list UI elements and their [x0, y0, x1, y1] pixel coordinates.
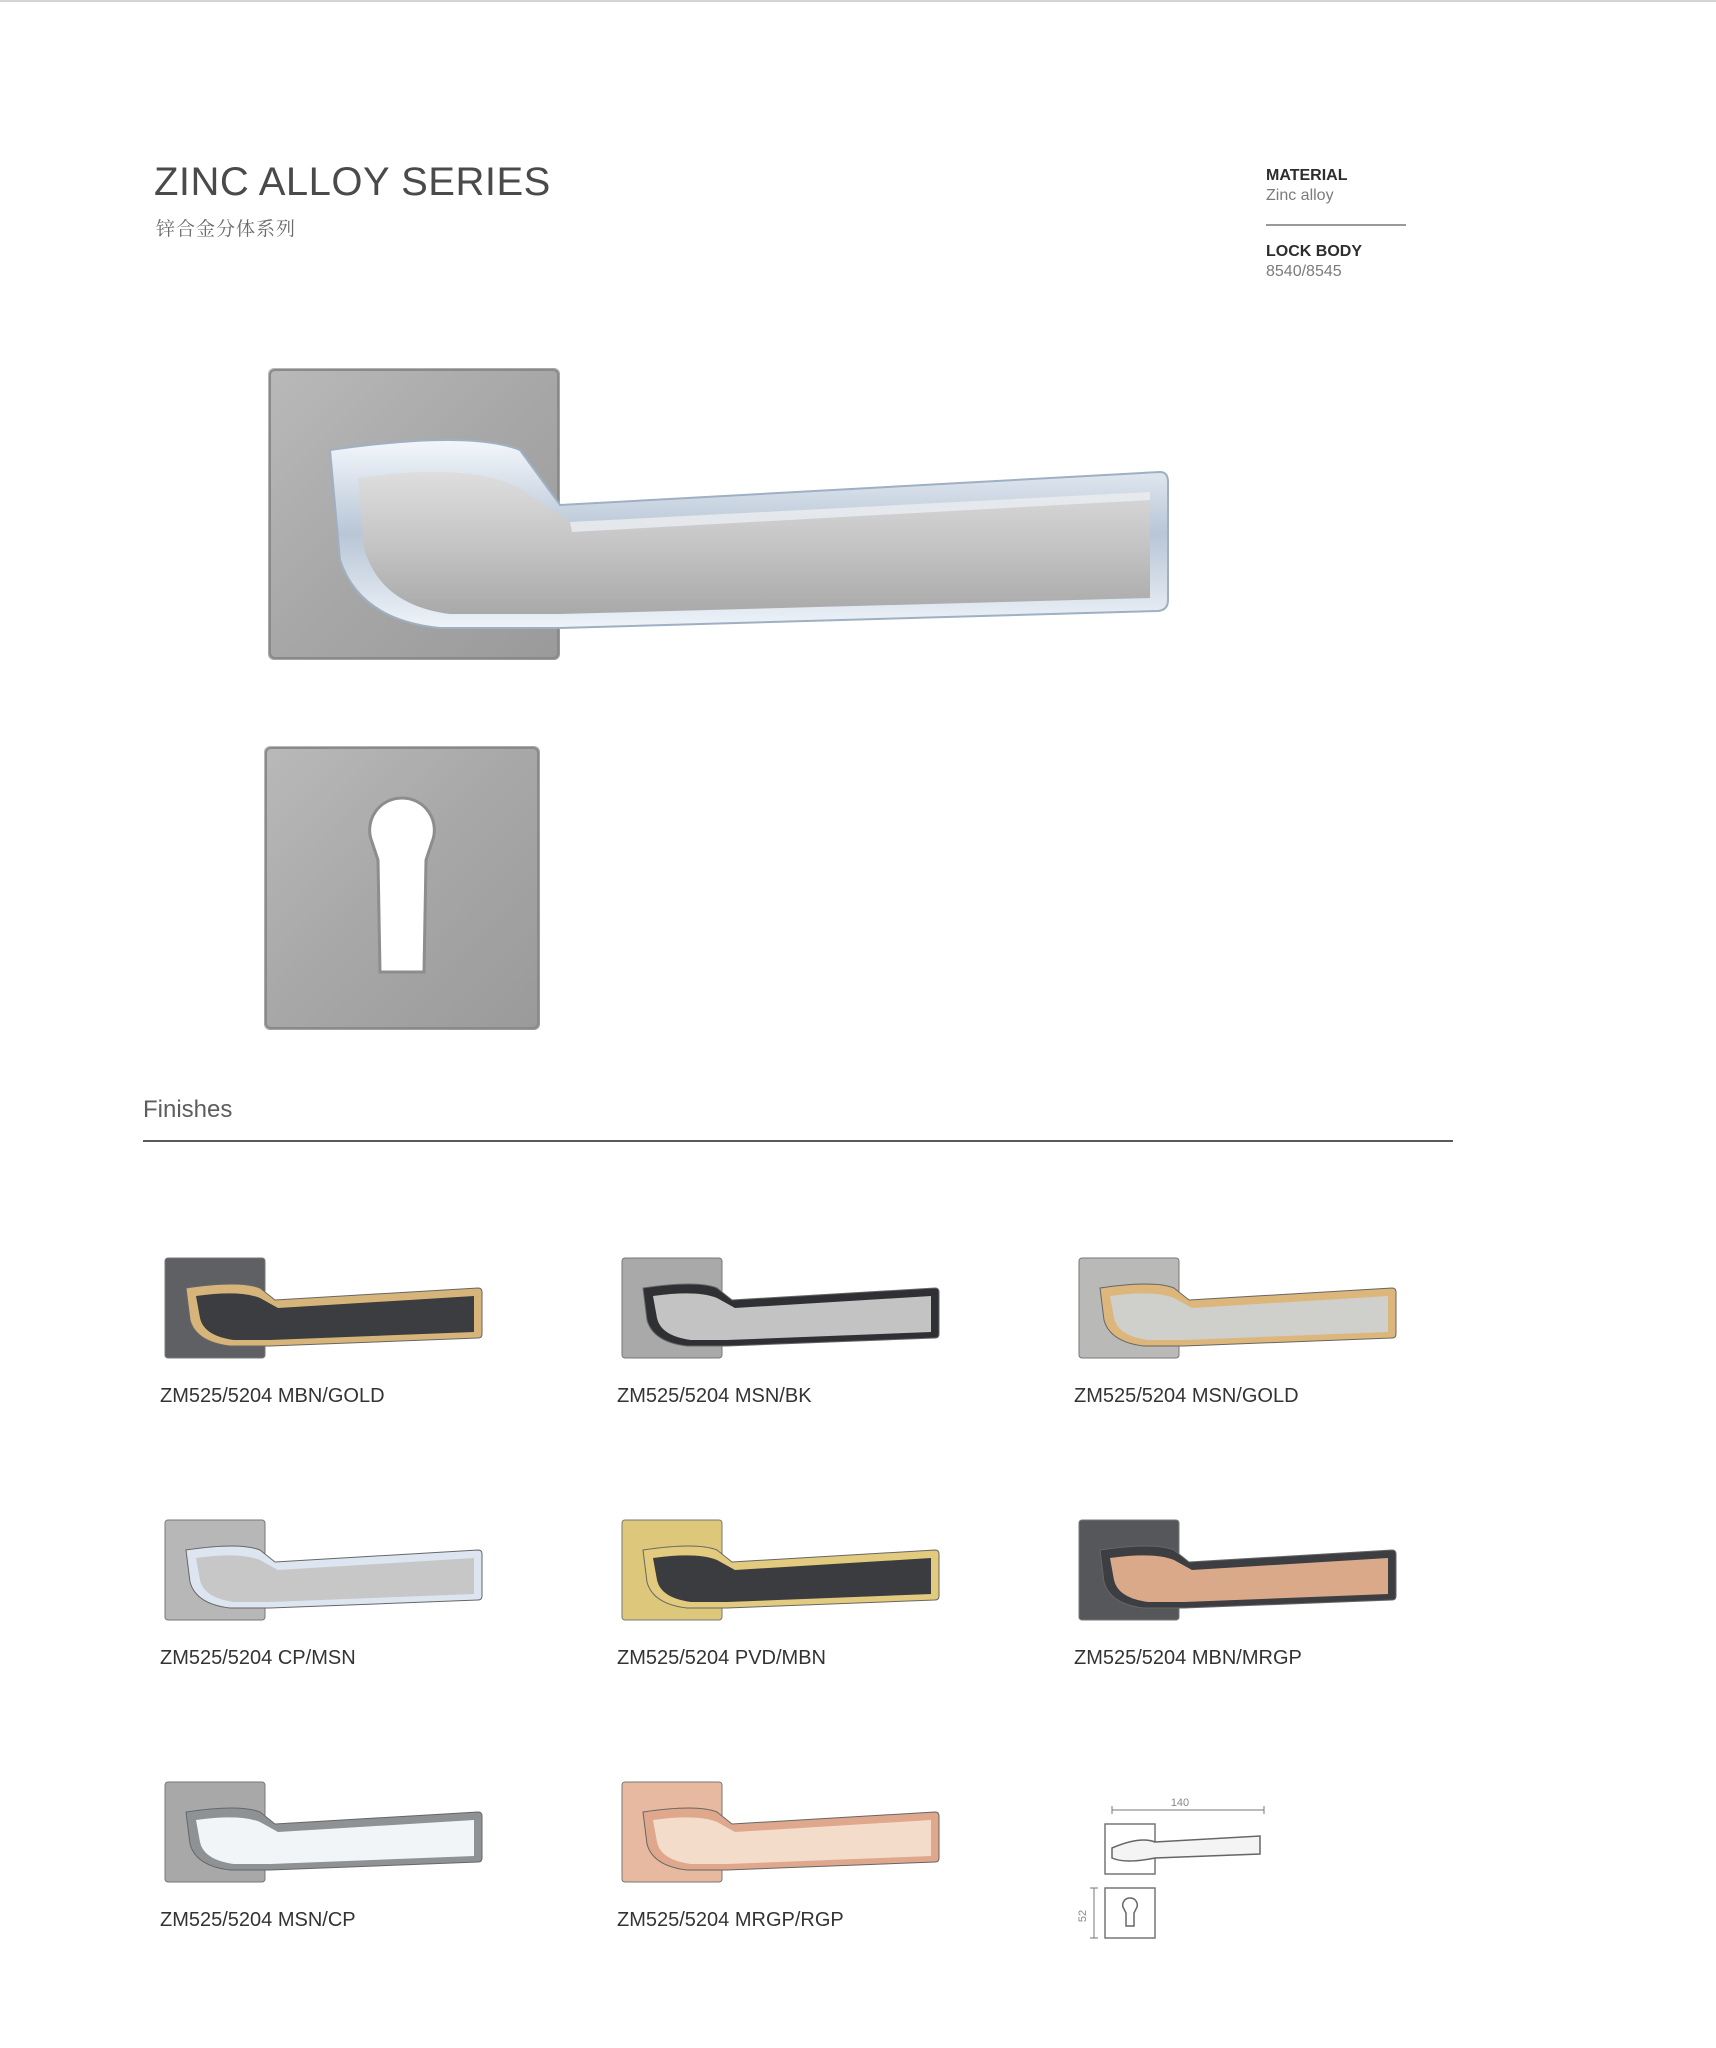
finish-item: [617, 1774, 957, 1974]
finish-swatch-image: [160, 1512, 500, 1632]
finish-swatch-image: [1074, 1250, 1414, 1370]
finish-label: ZM525/5204 MBN/GOLD: [160, 1385, 385, 1407]
finish-swatch-image: [617, 1512, 957, 1632]
page-title: ZINC ALLOY SERIES: [154, 160, 551, 204]
lock-body-value: 8540/8545: [1266, 263, 1342, 280]
height-dimension: 52: [1077, 1909, 1089, 1923]
finishes-divider: [143, 1140, 1453, 1142]
finish-swatch-image: [617, 1250, 957, 1370]
dimension-drawing: [1077, 1796, 1280, 1946]
lever-handle: [330, 440, 1168, 628]
finish-label: ZM525/5204 MSN/CP: [160, 1909, 356, 1931]
finish-swatch-image: [160, 1250, 500, 1370]
page-subtitle: 锌合金分体系列: [156, 219, 297, 240]
finish-item: [1074, 1512, 1414, 1712]
finish-label: ZM525/5204 MBN/MRGP: [1074, 1647, 1302, 1669]
finish-label: ZM525/5204 PVD/MBN: [617, 1647, 826, 1669]
finish-item: [1074, 1250, 1414, 1450]
dimension-front-view: [1077, 1888, 1155, 1938]
finish-item: [160, 1512, 500, 1712]
finish-swatch-image: [617, 1774, 957, 1894]
material-label: MATERIAL: [1266, 167, 1348, 184]
finish-label: ZM525/5204 CP/MSN: [160, 1647, 356, 1669]
finish-swatch-image: [1074, 1512, 1414, 1632]
finishes-heading: Finishes: [143, 1096, 233, 1123]
escutcheon-plate: [264, 746, 540, 1030]
finish-label: ZM525/5204 MRGP/RGP: [617, 1909, 844, 1931]
dimension-top-view: [1105, 1797, 1264, 1874]
width-dimension: 140: [1170, 1797, 1190, 1809]
finish-item: [617, 1512, 957, 1712]
finish-label: ZM525/5204 MSN/BK: [617, 1385, 812, 1407]
finish-swatch-image: [160, 1774, 500, 1894]
lock-body-label: LOCK BODY: [1266, 243, 1362, 260]
material-value: Zinc alloy: [1266, 187, 1334, 204]
finish-item: [160, 1250, 500, 1450]
finish-item: [617, 1250, 957, 1450]
finish-label: ZM525/5204 MSN/GOLD: [1074, 1385, 1299, 1407]
finish-item: [160, 1774, 500, 1974]
